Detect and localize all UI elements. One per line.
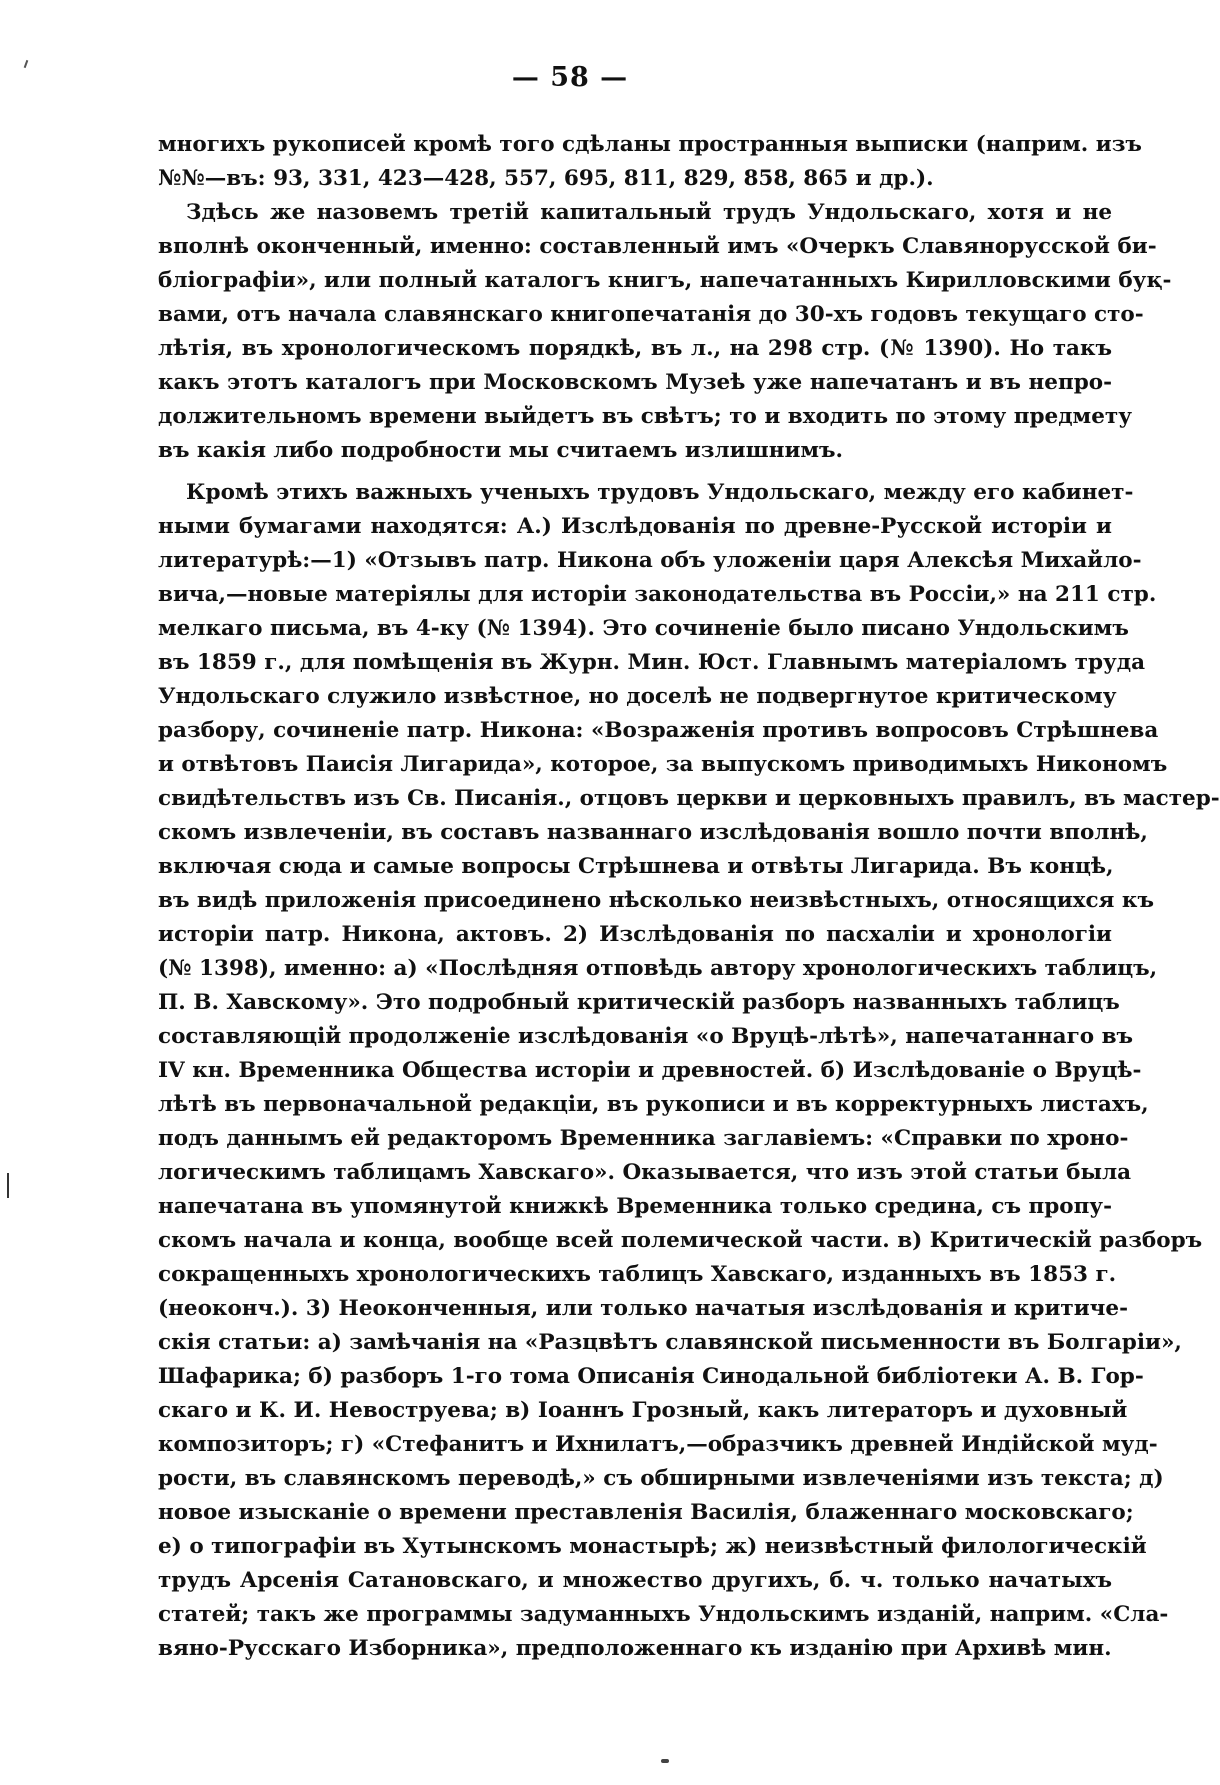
text-line: скомъ извлеченіи, въ составъ названнаго изслѣдованія вошло почти вполнѣ,: [158, 820, 1148, 845]
text-line: е) о типографіи въ Хутынскомъ монастырѣ; ж) неизвѣстный филологическій: [158, 1534, 1147, 1559]
text-line: вами, отъ начала славянскаго книгопечатанія до 30-хъ годовъ текущаго сто-: [158, 302, 1144, 327]
text-line: №№—въ: 93, 331, 423—428, 557, 695, 811, 829, 858, 865 и др.).: [158, 166, 934, 191]
text-line: трудъ Арсенія Сатановскаго, и множество другихъ, б. ч. только начатыхъ: [158, 1568, 1112, 1593]
text-line: П. В. Хавскому». Это подробный критическій разборъ названныхъ таблицъ: [158, 990, 1120, 1015]
text-line: мелкаго письма, въ 4-ку (№ 1394). Это сочиненіе было писано Ундольскимъ: [158, 616, 1129, 641]
text-line: логическимъ таблицамъ Хавскаго». Оказывается, что изъ этой статьи была: [158, 1160, 1132, 1185]
paragraph-gap: [158, 468, 1112, 476]
page-number: — 58 —: [511, 62, 629, 93]
text-line: въ какія либо подробности мы считаемъ излишнимъ.: [158, 438, 844, 463]
text-line: въ 1859 г., для помѣщенія въ Журн. Мин. Юст. Главнымъ матеріаломъ труда: [158, 650, 1146, 675]
text-line: Ундольскаго служило извѣстное, но доселѣ не подвергнутое критическому: [158, 684, 1117, 709]
text-line: лѣтія, въ хронологическомъ порядкѣ, въ л., на 298 стр. (№ 1390). Но такъ: [158, 336, 1112, 361]
text-line: новое изысканіе о времени преставленія Василія, блаженнаго московскаго;: [158, 1500, 1134, 1525]
text-line: подъ даннымъ ей редакторомъ Временника заглавіемъ: «Справки по хроно-: [158, 1126, 1129, 1151]
text-line: включая сюда и самые вопросы Стрѣшнева и отвѣты Лигарида. Въ концѣ,: [158, 854, 1114, 879]
text-line: должительномъ времени выйдетъ въ свѣтъ; то и входить по этому предмету: [158, 404, 1132, 429]
text-line: Здѣсь же назовемъ третій капитальный трудъ Ундольскаго, хотя и не: [186, 200, 1112, 225]
text-line: IV кн. Временника Общества исторіи и древностей. б) Изслѣдованіе о Вруцѣ-: [158, 1058, 1142, 1083]
text-line: вича,—новые матеріялы для исторіи законодательства въ Россіи,» на 211 стр.: [158, 582, 1157, 607]
text-line: какъ этотъ каталогъ при Московскомъ Музеѣ уже напечатанъ и въ непро-: [158, 370, 1112, 395]
text-line: литературѣ:—1) «Отзывъ патр. Никона объ уложеніи царя Алексѣя Михайло-: [158, 548, 1142, 573]
text-line: лѣтѣ въ первоначальной редакціи, въ рукописи и въ корректурныхъ листахъ,: [158, 1092, 1149, 1117]
text-line: рости, въ славянскомъ переводѣ,» съ обширными извлеченіями изъ текста; д): [158, 1466, 1164, 1491]
text-line: Кромѣ этихъ важныхъ ученыхъ трудовъ Ундольскаго, между его кабинет-: [186, 480, 1134, 505]
text-line: вяно-Русскаго Изборника», предположеннаго къ изданію при Архивѣ мин.: [158, 1636, 1112, 1661]
text-line: Шафарика; б) разборъ 1-го тома Описанія Синодальной библіотеки А. В. Гор-: [158, 1364, 1144, 1389]
text-line: составляющій продолженіе изслѣдованія «о Вруцѣ-лѣтѣ», напечатаннаго въ: [158, 1024, 1134, 1049]
text-line: и отвѣтовъ Паисія Лигарида», которое, за выпускомъ приводимыхъ Никономъ: [158, 752, 1168, 777]
text-line: скія статьи: а) замѣчанія на «Разцвѣтъ славянской письменности въ Болгаріи»,: [158, 1330, 1182, 1355]
margin-mark: [7, 1173, 9, 1198]
text-line: ными бумагами находятся: А.) Изслѣдованія по древне-Русской исторіи и: [158, 514, 1112, 539]
text-line: въ видѣ приложенія присоединено нѣсколько неизвѣстныхъ, относящихся къ: [158, 888, 1154, 913]
text-line: напечатана въ упомянутой книжкѣ Временника только средина, съ пропу-: [158, 1194, 1112, 1219]
text-line: вполнѣ оконченный, именно: составленный имъ «Очеркъ Славянорусской би-: [158, 234, 1157, 259]
text-line: многихъ рукописей кромѣ того сдѣланы пространныя выписки (наприм. изъ: [158, 132, 1142, 157]
text-line: исторіи патр. Никона, актовъ. 2) Изслѣдованія по пасхаліи и хронологіи: [158, 922, 1112, 947]
text-line: скомъ начала и конца, вообще всей полемической части. в) Критическій разборъ: [158, 1228, 1203, 1253]
text-line: скаго и К. И. Невоструева; в) Іоаннъ Грозный, какъ литераторъ и духовный: [158, 1398, 1128, 1423]
text-line: бліографіи», или полный каталогъ книгъ, напечатанныхъ Кирилловскими буқ-: [158, 268, 1172, 293]
text-line: свидѣтельствъ изъ Св. Писанія., отцовъ церкви и церковныхъ правилъ, въ мастер-: [158, 786, 1220, 811]
scan-speck-bottom: [661, 1759, 669, 1763]
text-line: композиторъ; г) «Стефанитъ и Ихнилатъ,—образчикъ древней Индійской муд-: [158, 1432, 1158, 1457]
text-line: разбору, сочиненіе патр. Никона: «Возраженія противъ вопросовъ Стрѣшнева: [158, 718, 1159, 743]
text-line: (неоконч.). 3) Неоконченныя, или только начатыя изслѣдованія и критиче-: [158, 1296, 1129, 1321]
text-line: статей; такъ же программы задуманныхъ Ундольскимъ изданій, наприм. «Сла-: [158, 1602, 1169, 1627]
text-line: (№ 1398), именно: а) «Послѣдняя отповѣдь автору хронологическихъ таблицъ,: [158, 956, 1158, 981]
body-text: [158, 128, 1220, 1666]
text-line: сокращенныхъ хронологическихъ таблицъ Хавскаго, изданныхъ въ 1853 г.: [158, 1262, 1117, 1287]
